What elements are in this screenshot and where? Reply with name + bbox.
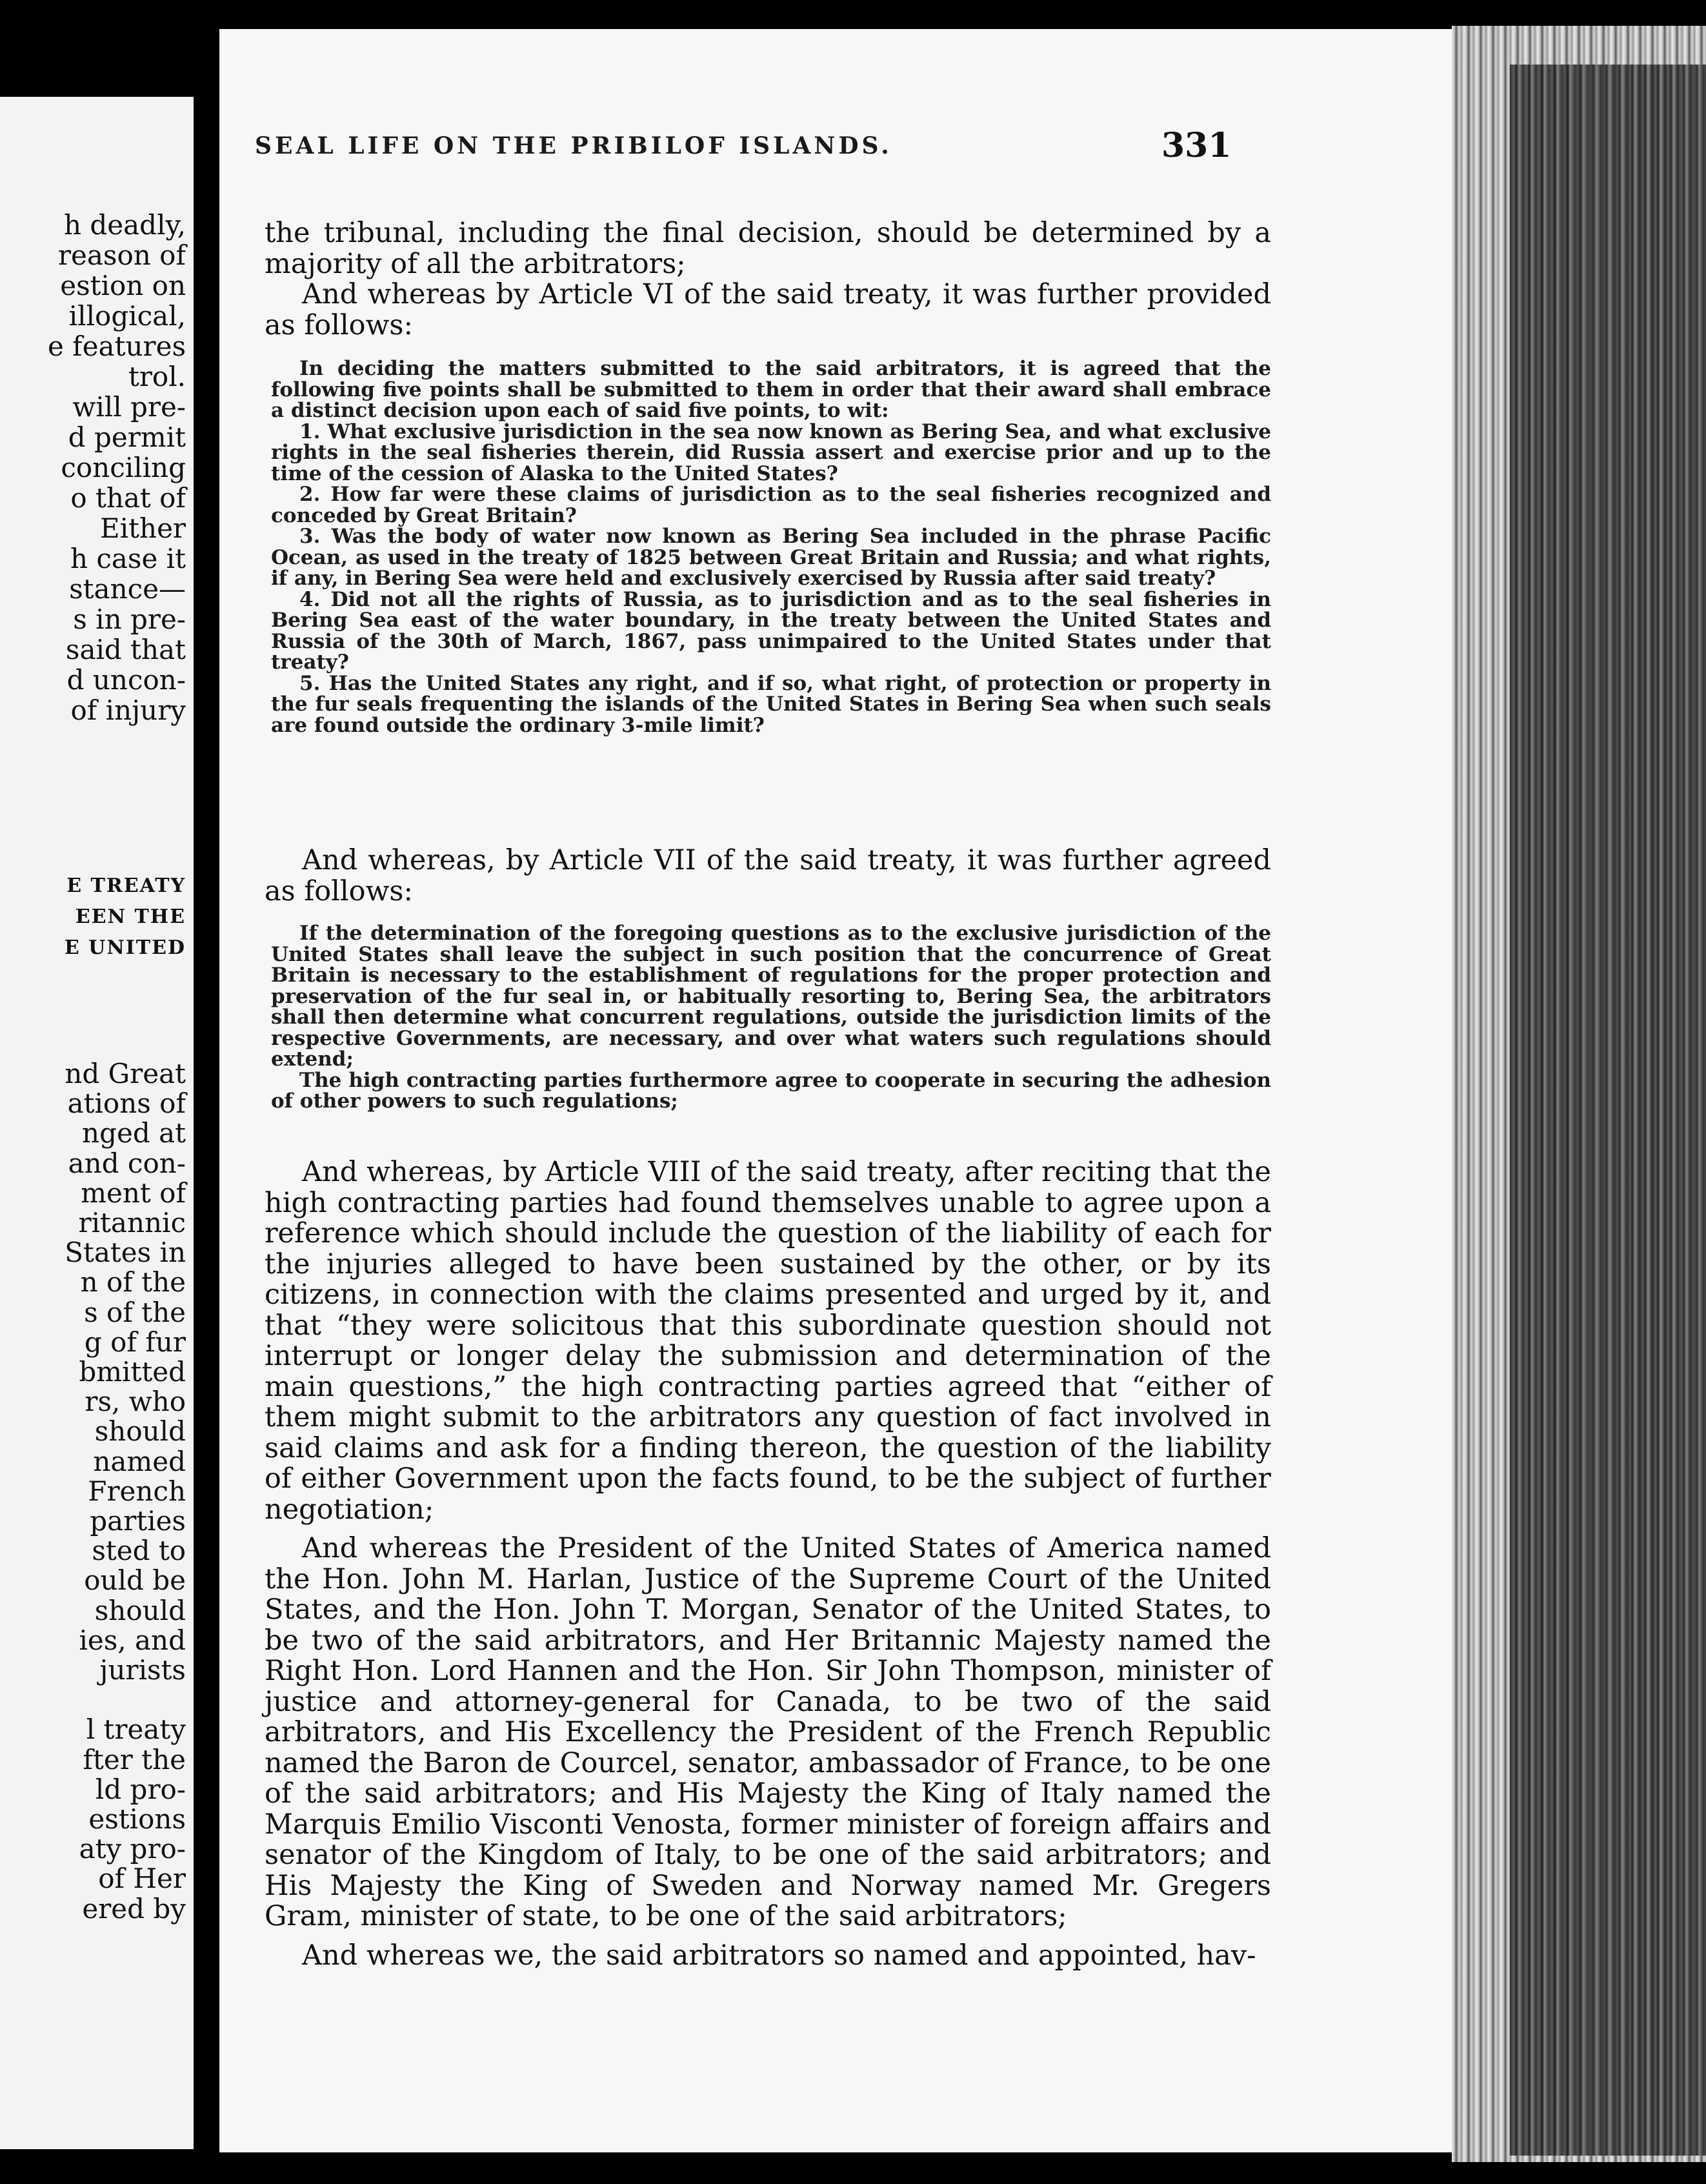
left-page-line: ered by <box>82 1892 186 1925</box>
left-page-line: fter the <box>83 1743 186 1775</box>
quote-point-3: 3. Was the body of water now known as Bering Sea included in the phrase Pacific Ocean, as used in the treaty of 1825 between Great Britain and Russia; and what rights, if any, in Bering Sea were held and exclusively exercised by Russia after said treaty? <box>271 525 1271 590</box>
left-page-line: should <box>94 1415 186 1448</box>
left-page-line: and con- <box>68 1147 186 1179</box>
left-page-line: d permit <box>68 421 186 453</box>
left-page-line: sted to <box>92 1535 186 1567</box>
left-page-line: stance— <box>69 573 186 605</box>
left-page-line: ritannic <box>78 1207 186 1239</box>
left-page-line: l treaty <box>86 1714 186 1746</box>
left-page-line: nged at <box>82 1117 186 1149</box>
left-page-line: E TREATY <box>66 875 186 897</box>
left-page-line: parties <box>90 1505 186 1537</box>
paragraph-4: And whereas, by Article VIII of the said treaty, after reciting that the high contracting parties had found themselves unable to agree upon a reference which should include the question of the liability of each for the injuries alleged to have been sustained by the other, or by its citizens, in connection with the claims presented and urged by it, and that “they were solicitous that this subordinate question should not interrupt or longer delay the submission and determination of the main questions,” the high contracting parties agreed that “either of them might submit to the arbitrators any question of fact involved in said claims and ask for a finding thereon, the question of the liability of either Government upon the facts found, to be the subject of further negotiation; <box>265 1156 1271 1526</box>
left-page-line: rs, who <box>85 1386 186 1418</box>
left-facing-page <box>0 97 194 2149</box>
quote-article-vi <box>271 358 1271 736</box>
left-page-line: estions <box>88 1803 186 1835</box>
quote-point-2: 2. How far were these claims of jurisdiction as to the seal fisheries recognized and conceded by Great Britain? <box>271 483 1271 527</box>
left-page-line: States in <box>65 1237 186 1269</box>
paragraph-1: the tribunal, including the final decision, should be determined by a majority of all the arbitrators; <box>265 217 1271 280</box>
left-page-line: g of fur <box>84 1326 186 1358</box>
quote-intro: In deciding the matters submitted to the said arbitrators, it is agreed that the following five points shall be submitted to them in order that their award shall embrace a distinct decision upon each of said five points, to wit: <box>271 357 1271 422</box>
left-page-line: of Her <box>98 1863 186 1895</box>
paragraph-6: And whereas we, the said arbitrators so named and appointed, hav- <box>302 1939 1256 1972</box>
left-page-line: ations of <box>67 1087 186 1120</box>
left-page-line: nd Great <box>65 1058 186 1089</box>
left-page-line: E UNITED <box>64 936 186 959</box>
left-page-line: should <box>94 1594 186 1626</box>
left-page-line: ould be <box>84 1564 186 1597</box>
left-page-line: ies, and <box>79 1624 186 1656</box>
left-page-line: ld pro- <box>95 1773 186 1805</box>
left-page-line: aty pro- <box>79 1833 186 1865</box>
paragraph-5: And whereas the President of the United States of America named the Hon. John M. Harlan, Justice of the Supreme Court of the United States, and the Hon. John T. Morgan, Senator of the United States, to be two of the said arbitrators, and Her Britannic Majesty named the Right Hon. Lord Hannen and the Hon. Sir John Thompson, minister of justice and attorney-general for Canada, to be two of the said arbitrators, and His Excellency the President of the French Republic named the Baron de Courcel, senator, ambassador of France, to be one of the said arbitrators; and His Majesty the King of Italy named the Marquis Emilio Visconti Venosta, former minister of foreign affairs and senator of the Kingdom of Italy, to be one of the said arbitrators; and His Majesty the King of Sweden and Norway named Mr. Gregers Gram, minister of state, to be one of the said arbitrators; <box>265 1532 1271 1932</box>
quote-point-1: 1. What exclusive jurisdiction in the sea now known as Bering Sea, and what exclusive rights in the seal fisheries therein, did Russia assert and exercise prior and up to the time of the cession of Alaska to the United States? <box>271 420 1271 485</box>
quote-point-5: 5. Has the United States any right, and if so, what right, of protection or property in the fur seals frequenting the islands of the United States in Bering Sea when such seals are found outside the ordinary 3-mile limit? <box>271 671 1271 737</box>
running-head: SEAL LIFE ON THE PRIBILOF ISLANDS. <box>255 132 892 159</box>
left-page-line: h deadly, <box>64 209 186 241</box>
left-page-line: e features <box>47 330 186 362</box>
page-number: 331 <box>1161 126 1232 165</box>
left-page-line: conciling <box>61 452 186 483</box>
left-page-line: will pre- <box>72 391 186 423</box>
page-edges-shadow <box>1510 65 1706 2156</box>
quote-article-vii <box>271 923 1271 1112</box>
left-page-line: French <box>88 1475 186 1507</box>
left-page-line: estion on <box>60 270 186 301</box>
left-page-line: jurists <box>99 1654 186 1686</box>
left-page-line: EEN THE <box>75 905 186 928</box>
paragraph-3: And whereas, by Article VII of the said treaty, it was further agreed as follows: <box>265 844 1271 907</box>
left-page-line: reason of <box>57 239 186 271</box>
left-page-line: o that of <box>70 482 186 514</box>
left-page-line: s in pre- <box>73 603 186 635</box>
left-page-line: Either <box>100 512 186 544</box>
left-page-line: d uncon- <box>66 664 186 696</box>
left-page-line: h case it <box>70 543 186 574</box>
left-page-line: illogical, <box>68 300 186 332</box>
quote-vii-2: The high contracting parties furthermore agree to cooperate in securing the adhesion of other powers to such regulations; <box>271 1068 1271 1113</box>
left-page-line: n of the <box>80 1266 186 1299</box>
quote-point-4: 4. Did not all the rights of Russia, as to jurisdiction and as to the seal fisheries in Bering Sea east of the water boundary, in the treaty between the United States and Russia of the 30th of March, 1867, pass unimpaired to the United States under that treaty? <box>271 587 1271 674</box>
paragraph-2: And whereas by Article VI of the said treaty, it was further provided as follows: <box>265 278 1271 341</box>
left-page-line: s of the <box>84 1296 186 1328</box>
quote-vii-1: If the determination of the foregoing questions as to the exclusive jurisdiction of the United States shall leave the subject in such position that the concurrence of Great Britain is necessary to the establishment of regulations for the proper protection and preservation of the fur seal in, or habitually resorting to, Bering Sea, the arbitrators shall then determine what concurrent regulations, outside the jurisdiction limits of the respective Governments, are necessary, and over what waters such regulations should extend; <box>271 922 1271 1071</box>
left-page-line: said that <box>65 634 186 665</box>
left-page-line: ment of <box>81 1177 186 1209</box>
left-page-line: of injury <box>70 694 186 726</box>
left-page-line: bmitted <box>79 1356 186 1388</box>
left-page-line: trol. <box>128 361 186 392</box>
left-page-line: named <box>93 1445 186 1477</box>
